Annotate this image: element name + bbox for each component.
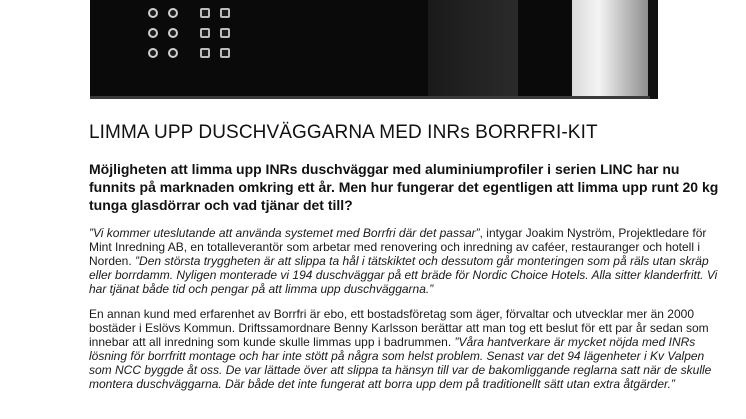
aluminium-profile xyxy=(572,0,648,96)
mounting-slot-icon xyxy=(200,8,210,18)
mounting-slot-icon xyxy=(220,28,230,38)
quote-text: ”Den största tryggheten är att slippa ta hål i tätskiktet och dessutom går monteringen som på räls utan skräp eller borrdamm. Nyligen monterade vi 194 duschväggar på ett bräde för Nordic Choice Hotels. Alla sitter klanderfritt. Vi har tjänat både tid och pengar på att limma upp duschväggarna.” xyxy=(89,254,718,296)
mounting-hole-icon xyxy=(148,8,158,18)
photo-floor-line xyxy=(90,96,650,99)
mounting-hole-icon xyxy=(168,48,178,58)
dark-wall-panel xyxy=(428,0,518,99)
product-photo xyxy=(90,0,658,99)
quote-text: ”Våra hantverkare är mycket nöjda med INRs lösning för borrfritt montage och har inte stött på några som helst problem. Senast var det 94 lägenheter i Kv Valpen som NCC byggde åt oss. De var lättade över att slippa ta hänsyn till var de bakomliggande reglarna satt när de skulle montera duschväggarna. Där både det inte fungerat att borra upp dem på traditionellt sätt utan extra åtgärder.” xyxy=(89,335,712,391)
mounting-slot-icon xyxy=(200,28,210,38)
quote-text: ”Vi kommer uteslutande att använda systemet med Borrfri där det passar” xyxy=(89,226,480,240)
mounting-hole-icon xyxy=(148,28,158,38)
mounting-hole-icon xyxy=(168,28,178,38)
profile-edge xyxy=(648,0,658,99)
mounting-hole-icon xyxy=(148,48,158,58)
paragraph-text: En annan kund med erfarenhet av Borrfri är ebo, ett bostadsföretag som äger, förvaltar och utvecklar mer än 2000 bostäder i Eslövs Kommun. Driftssamordnare Benny Karlsson berättar att man tog ett beslut för ett par år sedan som innebar att all inredning som kunde skulle limmas upp i badrummen. xyxy=(89,307,709,349)
article-lead: Möjligheten att limma upp INRs duschväggar med aluminiumprofiler i serien LINC har nu funnits på marknaden omkring ett år. Men hur fungerar det egentligen att limma upp runt 20 kg tunga glasdörrar och vad tjänar det till? xyxy=(89,161,719,213)
paragraph-2 xyxy=(89,307,729,391)
mounting-slot-icon xyxy=(200,48,210,58)
mounting-slot-icon xyxy=(220,8,230,18)
article-title: LIMMA UPP DUSCHVÄGGARNA MED INRs BORRFRI-KIT xyxy=(89,122,598,143)
mounting-hole-icon xyxy=(168,8,178,18)
quote-attribution: , intygar Joakim Nyström, Projektledare för Mint Inredning AB, en totalleverantör som arbetar med renovering och inredning av caféer, restauranger och hotell i Norden. xyxy=(89,226,707,268)
mounting-slot-icon xyxy=(220,48,230,58)
article-body xyxy=(89,226,729,402)
paragraph-1 xyxy=(89,226,729,296)
